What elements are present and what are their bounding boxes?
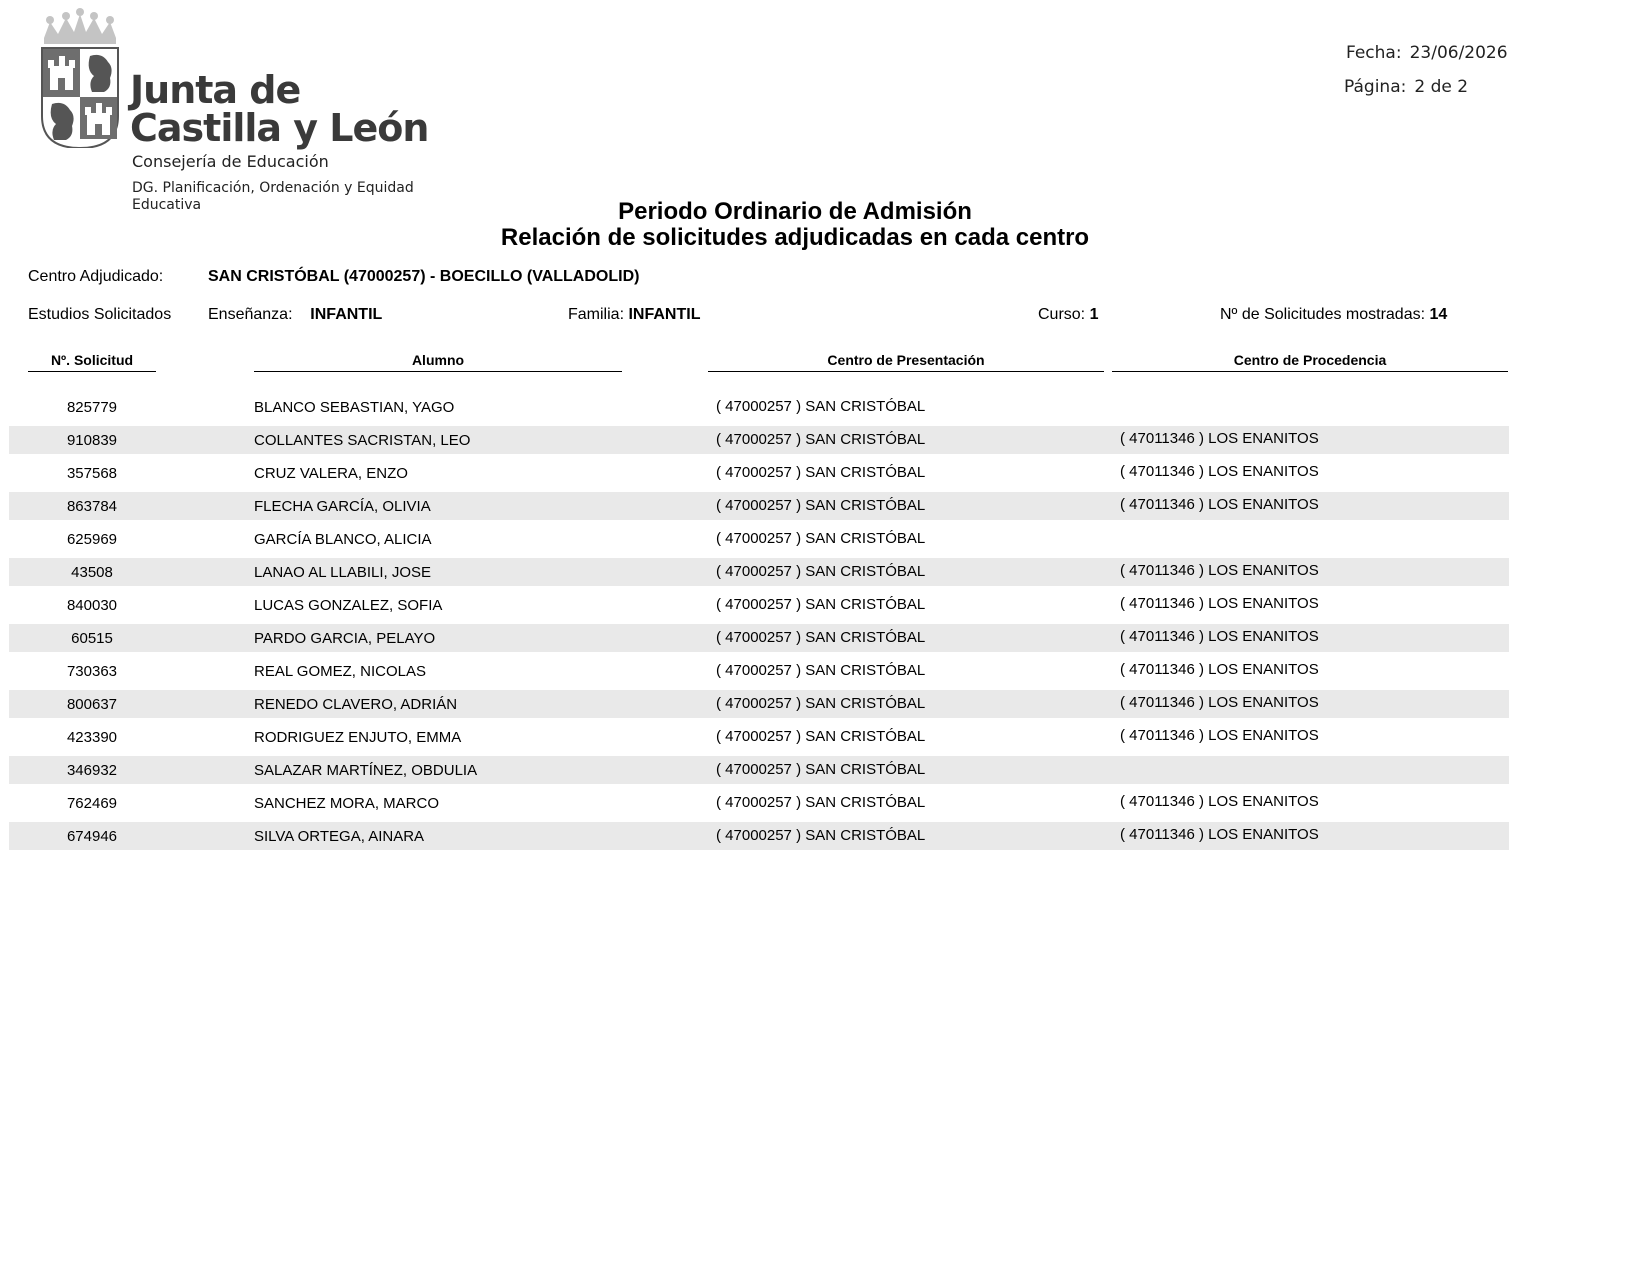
fecha-line [1346, 43, 1508, 63]
curso-label: Curso: [1038, 306, 1086, 323]
coat-of-arms-icon [40, 8, 124, 148]
cell-num: 346932 [66, 762, 118, 779]
cell-num: 357568 [66, 465, 118, 482]
logo-text-line1: Junta de [130, 68, 301, 112]
cell-alumno: RODRIGUEZ ENJUTO, EMMA [254, 729, 462, 746]
familia-value: INFANTIL [628, 306, 701, 323]
cell-alumno: SILVA ORTEGA, AINARA [254, 828, 425, 845]
cell-procedencia: ( 47011346 ) LOS ENANITOS [1120, 826, 1319, 843]
familia-field [568, 306, 700, 324]
cell-presentacion: ( 47000257 ) SAN CRISTÓBAL [716, 530, 926, 547]
pagina-value: 2 de 2 [1414, 77, 1469, 97]
cell-procedencia: ( 47011346 ) LOS ENANITOS [1120, 628, 1319, 645]
column-header-alumno: Alumno [254, 352, 622, 372]
solicitudes-table [0, 386, 1650, 848]
table-row [0, 518, 1650, 551]
table-row [0, 617, 1650, 650]
solicitudes-count-value: 14 [1429, 306, 1448, 323]
consejeria-label: Consejería de Educación [132, 152, 329, 171]
table-row [0, 386, 1650, 419]
direccion-label: DG. Planificación, Ordenación y Equidad Educativa [132, 180, 414, 213]
estudios-label: Estudios Solicitados [28, 306, 172, 323]
table-row [0, 716, 1650, 749]
curso-value: 1 [1089, 306, 1099, 323]
cell-presentacion: ( 47000257 ) SAN CRISTÓBAL [716, 761, 926, 778]
table-row [0, 782, 1650, 815]
cell-presentacion: ( 47000257 ) SAN CRISTÓBAL [716, 398, 926, 415]
cell-presentacion: ( 47000257 ) SAN CRISTÓBAL [716, 662, 926, 679]
cell-num: 423390 [66, 729, 118, 746]
ensenanza-field [208, 306, 382, 324]
cell-procedencia: ( 47011346 ) LOS ENANITOS [1120, 694, 1319, 711]
cell-procedencia: ( 47011346 ) LOS ENANITOS [1120, 496, 1319, 513]
pagina-line [1344, 77, 1468, 97]
cell-procedencia: ( 47011346 ) LOS ENANITOS [1120, 430, 1319, 447]
cell-presentacion: ( 47000257 ) SAN CRISTÓBAL [716, 497, 926, 514]
ensenanza-label: Enseñanza: [208, 306, 293, 323]
fecha-label: Fecha: [1346, 43, 1402, 63]
cell-num: 625969 [66, 531, 118, 548]
solicitudes-count-label: Nº de Solicitudes mostradas: [1220, 306, 1426, 323]
table-row [0, 485, 1650, 518]
table-row [0, 749, 1650, 782]
cell-num: 863784 [66, 498, 118, 515]
cell-procedencia: ( 47011346 ) LOS ENANITOS [1120, 661, 1319, 678]
curso-field [1038, 306, 1098, 324]
cell-num: 910839 [66, 432, 118, 449]
solicitudes-count-field [1220, 306, 1447, 324]
cell-alumno: RENEDO CLAVERO, ADRIÁN [254, 696, 458, 713]
table-row [0, 551, 1650, 584]
cell-presentacion: ( 47000257 ) SAN CRISTÓBAL [716, 695, 926, 712]
cell-presentacion: ( 47000257 ) SAN CRISTÓBAL [716, 464, 926, 481]
cell-num: 730363 [66, 663, 118, 680]
cell-num: 825779 [66, 399, 118, 416]
cell-presentacion: ( 47000257 ) SAN CRISTÓBAL [716, 827, 926, 844]
cell-alumno: LUCAS GONZALEZ, SOFIA [254, 597, 443, 614]
cell-alumno: SANCHEZ MORA, MARCO [254, 795, 440, 812]
table-row [0, 452, 1650, 485]
table-row [0, 650, 1650, 683]
pagina-label: Página: [1344, 77, 1407, 97]
ensenanza-value: INFANTIL [310, 306, 383, 323]
cell-num: 840030 [66, 597, 118, 614]
cell-presentacion: ( 47000257 ) SAN CRISTÓBAL [716, 563, 926, 580]
cell-num: 762469 [66, 795, 118, 812]
cell-procedencia: ( 47011346 ) LOS ENANITOS [1120, 727, 1319, 744]
report-subtitle: Relación de solicitudes adjudicadas en cada centro [500, 224, 1090, 251]
cell-num: 674946 [66, 828, 118, 845]
cell-procedencia: ( 47011346 ) LOS ENANITOS [1120, 595, 1319, 612]
cell-presentacion: ( 47000257 ) SAN CRISTÓBAL [716, 596, 926, 613]
junta-logo [40, 8, 460, 223]
cell-alumno: REAL GOMEZ, NICOLAS [254, 663, 426, 680]
centro-value: SAN CRISTÓBAL (47000257) - BOECILLO (VALLADOLID) [208, 268, 640, 285]
table-row [0, 815, 1650, 848]
familia-label: Familia: [568, 306, 625, 323]
cell-presentacion: ( 47000257 ) SAN CRISTÓBAL [716, 794, 926, 811]
cell-procedencia: ( 47011346 ) LOS ENANITOS [1120, 562, 1319, 579]
table-row [0, 683, 1650, 716]
logo-text-line2: Castilla y León [130, 106, 429, 150]
cell-num: 60515 [71, 630, 113, 647]
report-title: Periodo Ordinario de Admisión [618, 198, 972, 225]
fecha-value: 23/06/2026 [1409, 43, 1508, 63]
column-header-presentacion: Centro de Presentación [708, 352, 1104, 372]
cell-presentacion: ( 47000257 ) SAN CRISTÓBAL [716, 431, 926, 448]
cell-alumno: LANAO AL LLABILI, JOSE [254, 564, 432, 581]
table-row [0, 584, 1650, 617]
cell-num: 800637 [66, 696, 118, 713]
column-header-procedencia: Centro de Procedencia [1112, 352, 1508, 372]
centro-label: Centro Adjudicado: [28, 268, 164, 285]
cell-alumno: GARCÍA BLANCO, ALICIA [254, 531, 432, 548]
cell-alumno: SALAZAR MARTÍNEZ, OBDULIA [254, 762, 478, 779]
cell-alumno: CRUZ VALERA, ENZO [254, 465, 408, 482]
cell-presentacion: ( 47000257 ) SAN CRISTÓBAL [716, 629, 926, 646]
cell-procedencia: ( 47011346 ) LOS ENANITOS [1120, 463, 1319, 480]
cell-alumno: FLECHA GARCÍA, OLIVIA [254, 498, 431, 515]
cell-presentacion: ( 47000257 ) SAN CRISTÓBAL [716, 728, 926, 745]
table-row [0, 419, 1650, 452]
column-header-num: Nº. Solicitud [28, 352, 156, 372]
cell-alumno: BLANCO SEBASTIAN, YAGO [254, 399, 455, 416]
cell-alumno: COLLANTES SACRISTAN, LEO [254, 432, 471, 449]
cell-procedencia: ( 47011346 ) LOS ENANITOS [1120, 793, 1319, 810]
cell-alumno: PARDO GARCIA, PELAYO [254, 630, 436, 647]
cell-num: 43508 [71, 564, 113, 581]
